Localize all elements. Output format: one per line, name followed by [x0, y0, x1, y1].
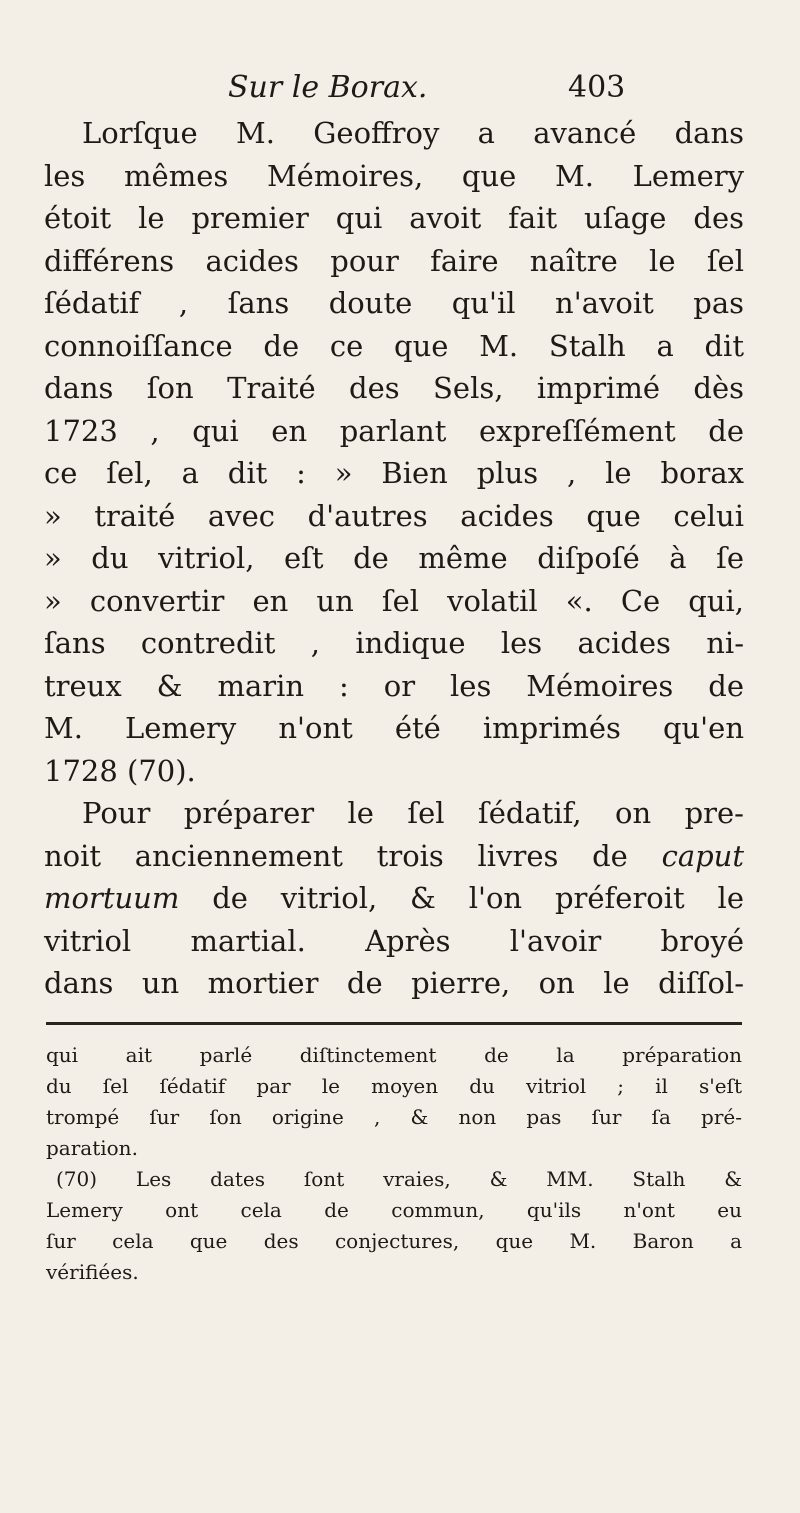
text-line: différens acides pour faire naître le ſel: [44, 243, 744, 278]
text-line: » traité avec d'autres acides que celui: [44, 498, 744, 533]
text-line: Lorſque M. Geoffroy a avancé dans: [82, 116, 744, 150]
text-line: ſans contredit , indique les acides ni-: [44, 626, 744, 660]
page-number: 403: [568, 70, 626, 105]
note-line: du ſel ſédatif par le moyen du vitriol ; il s'eſt: [46, 1074, 742, 1098]
text-line: M. Lemery n'ont été imprimés qu'en: [44, 711, 744, 745]
note-line: ſur cela que des conjectures, que M. Baron a: [46, 1229, 742, 1253]
footnotes: [46, 1040, 742, 1288]
text-line: vitriol martial. Après l'avoir broyé: [44, 923, 744, 958]
text-line: dans ſon Traité des Sels, imprimé dès: [44, 371, 744, 405]
note-line: qui ait parlé diſtinctement de la préparation: [46, 1043, 742, 1067]
italic-word: caput: [661, 838, 745, 873]
text-line: Pour préparer le ſel ſédatif, on pre-: [82, 796, 744, 830]
note-line: trompé ſur ſon origine , & non pas ſur ſa pré-: [46, 1105, 742, 1129]
text-line: [44, 877, 744, 920]
note-line: vérifiées.: [46, 1260, 139, 1284]
text-line: 1723 , qui en parlant expreſſément de: [44, 413, 744, 448]
text-line: 1728 (70).: [44, 753, 196, 788]
text-fragment: noit anciennement trois livres de: [44, 838, 628, 873]
text-line: connoiſſance de ce que M. Stalh a dit: [44, 328, 744, 363]
main-text: [44, 112, 744, 1005]
text-line: treux & marin : or les Mémoires de: [44, 668, 744, 703]
text-line: » du vitriol, eſt de même diſpoſé à ſe: [44, 541, 744, 575]
text-line: dans un mortier de pierre, on le diſſol-: [44, 966, 744, 1000]
running-title: Sur le Borax.: [228, 70, 428, 105]
text-fragment: de vitriol, & l'on préferoit le: [212, 881, 744, 915]
text-line: étoit le premier qui avoit fait uſage des: [44, 201, 744, 235]
note-line: (70) Les dates ſont vraies, & MM. Stalh &: [56, 1167, 742, 1191]
italic-word: mortuum: [44, 881, 180, 915]
text-line: ſédatif , ſans doute qu'il n'avoit pas: [44, 286, 744, 320]
note-line: Lemery ont cela de commun, qu'ils n'ont eu: [46, 1198, 742, 1222]
footnote-rule: [46, 1022, 742, 1025]
text-line: les mêmes Mémoires, que M. Lemery: [44, 158, 744, 193]
text-line: ce ſel, a dit : » Bien plus , le borax: [44, 456, 744, 490]
note-line: paration.: [46, 1136, 138, 1160]
text-line: [44, 835, 744, 878]
text-line: » convertir en un ſel volatil «. Ce qui,: [44, 583, 744, 618]
